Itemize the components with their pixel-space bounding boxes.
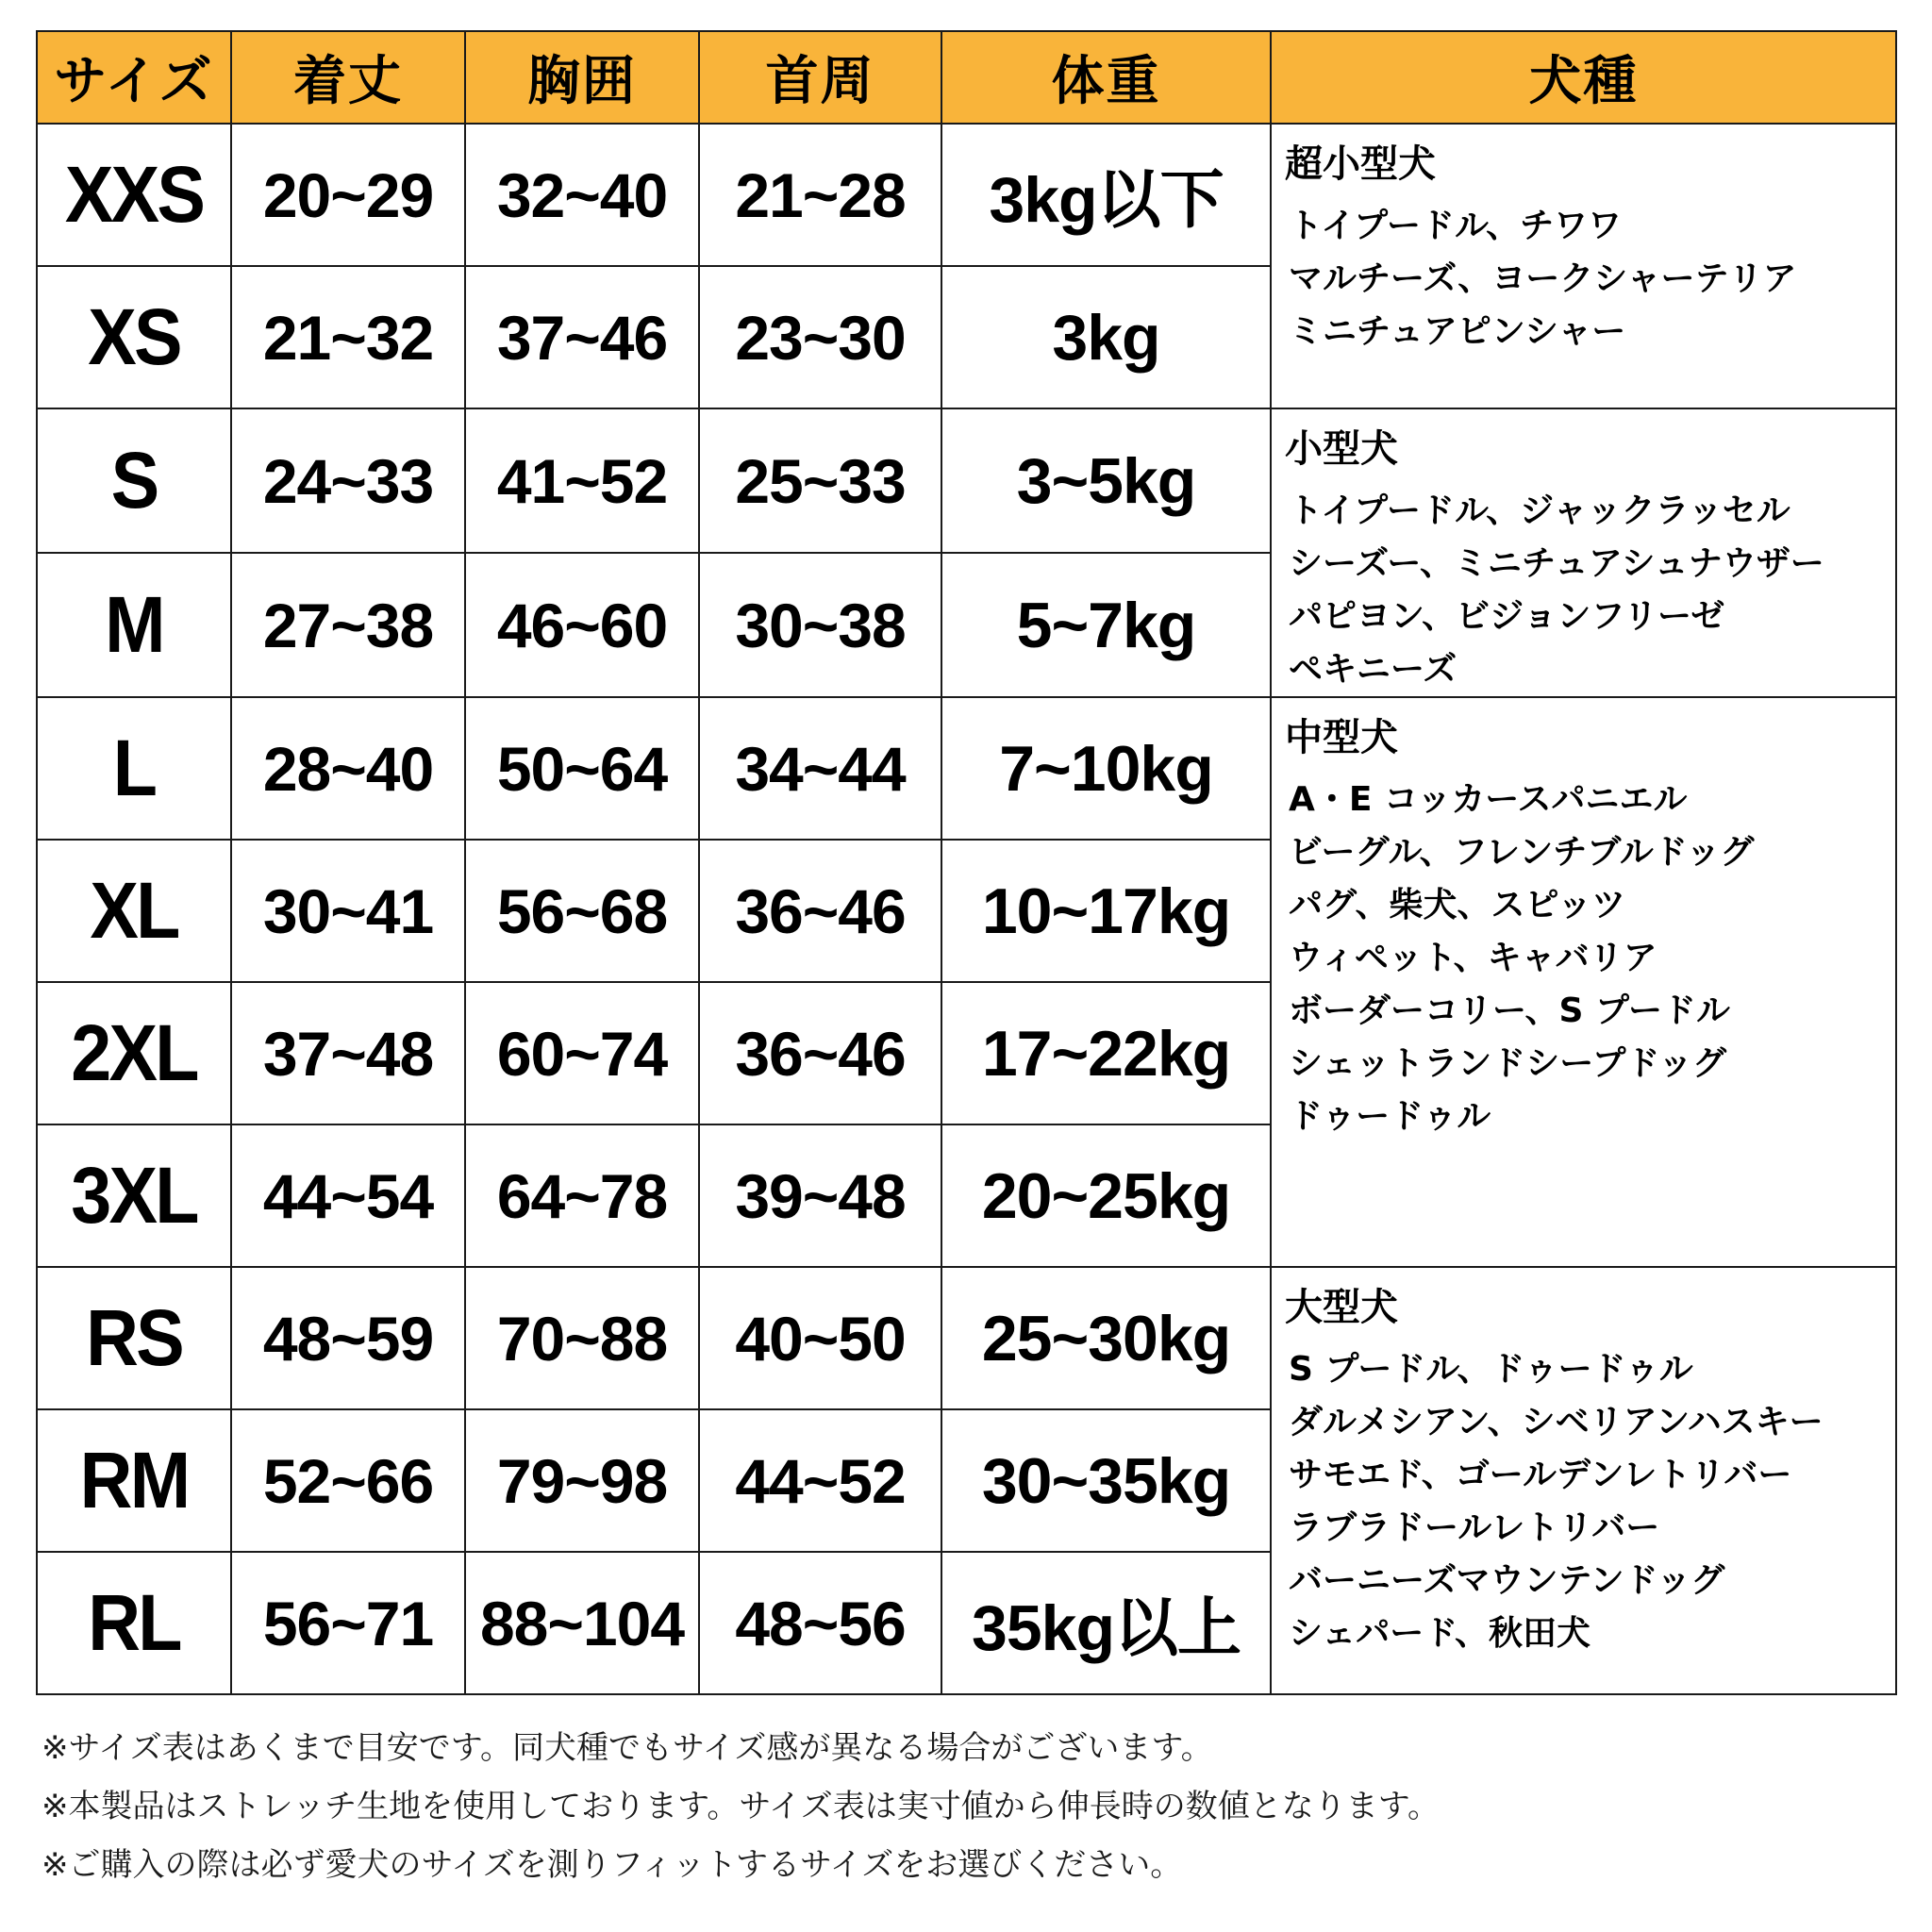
size-cell: 3XL: [44, 1124, 224, 1267]
table-row: [37, 408, 1896, 553]
breed-group-cell: [1271, 124, 1896, 408]
breed-line: ウィペット、キャバリア: [1289, 939, 1657, 977]
header-row: [37, 31, 1896, 124]
breed-line: バーニーズマウンテンドッグ: [1289, 1561, 1725, 1600]
breed-category: 小型犬: [1285, 427, 1398, 471]
chest-cell: 64~78: [465, 1124, 699, 1267]
weight-cell: 10~17kg: [941, 840, 1271, 982]
breed-group-cell: [1271, 408, 1896, 697]
breed-line: ボーダーコリー、S プードル: [1289, 991, 1730, 1030]
breed-line: トイプードル、ジャックラッセル: [1289, 491, 1790, 530]
neck-cell: 25~33: [699, 408, 941, 553]
breed-line: ペキニーズ: [1289, 650, 1457, 689]
weight-cell: 25~30kg: [941, 1267, 1271, 1409]
size-cell: L: [44, 697, 224, 840]
chest-cell: 50~64: [465, 697, 699, 840]
note: ※サイズ表はあくまで目安です。同犬種でもサイズ感が異なる場合がございます。: [42, 1729, 1213, 1767]
weight-cell: 17~22kg: [941, 982, 1271, 1124]
length-cell: 24~33: [231, 408, 465, 553]
neck-cell: 36~46: [699, 982, 941, 1124]
chest-cell: 79~98: [465, 1409, 699, 1552]
neck-cell: 30~38: [699, 553, 941, 697]
size-cell: 2XL: [44, 982, 224, 1124]
breed-line: ビーグル、フレンチブルドッグ: [1289, 833, 1755, 872]
size-cell: S: [44, 408, 224, 553]
breed-line: ドゥードゥル: [1289, 1097, 1491, 1136]
breed-line: ラブラドールレトリバー: [1289, 1508, 1660, 1547]
weight-cell: 20~25kg: [941, 1124, 1271, 1267]
weight-cell: 3kg以下: [941, 124, 1271, 266]
size-cell: RS: [44, 1267, 224, 1409]
breed-line: サモエド、ゴールデンレトリバー: [1289, 1456, 1792, 1494]
length-cell: 27~38: [231, 553, 465, 697]
breed-line: A・E コッカースパニエル: [1289, 780, 1688, 819]
weight-cell: 30~35kg: [941, 1409, 1271, 1552]
breed-group-cell: [1271, 1267, 1896, 1694]
notes: [42, 1719, 1890, 1894]
chest-cell: 56~68: [465, 840, 699, 982]
size-cell: XL: [44, 840, 224, 982]
chest-cell: 37~46: [465, 266, 699, 408]
breed-line: パグ、柴犬、スピッツ: [1289, 886, 1626, 924]
breed-line: シーズー、ミニチュアシュナウザー: [1289, 544, 1824, 583]
length-cell: 44~54: [231, 1124, 465, 1267]
breed-line: ダルメシアン、シベリアンハスキー: [1289, 1403, 1824, 1441]
weight-cell: 3~5kg: [941, 408, 1271, 553]
breed-category: 中型犬: [1285, 716, 1398, 759]
chest-cell: 88~104: [465, 1552, 699, 1694]
length-cell: 20~29: [231, 124, 465, 266]
length-cell: 37~48: [231, 982, 465, 1124]
length-cell: 48~59: [231, 1267, 465, 1409]
breed-line: シェパード、秋田犬: [1289, 1614, 1591, 1653]
weight-cell: 7~10kg: [941, 697, 1271, 840]
chest-cell: 32~40: [465, 124, 699, 266]
size-table: [36, 30, 1897, 1695]
header-chest: 胸囲: [465, 31, 699, 124]
table-row: [37, 124, 1896, 266]
breed-group-cell: [1271, 697, 1896, 1267]
breed-line: トイプードル、チワワ: [1289, 207, 1623, 245]
neck-cell: 44~52: [699, 1409, 941, 1552]
chest-cell: 60~74: [465, 982, 699, 1124]
breed-line: シェットランドシープドッグ: [1289, 1044, 1727, 1083]
size-cell: XXS: [44, 124, 224, 266]
length-cell: 30~41: [231, 840, 465, 982]
table-row: [37, 1267, 1896, 1409]
length-cell: 28~40: [231, 697, 465, 840]
neck-cell: 39~48: [699, 1124, 941, 1267]
weight-cell: 35kg以上: [941, 1552, 1271, 1694]
length-cell: 21~32: [231, 266, 465, 408]
breed-line: S プードル、ドゥードゥル: [1289, 1350, 1693, 1389]
header-neck: 首周: [699, 31, 941, 124]
size-cell: RM: [44, 1409, 224, 1552]
header-length: 着丈: [231, 31, 465, 124]
neck-cell: 23~30: [699, 266, 941, 408]
neck-cell: 48~56: [699, 1552, 941, 1694]
note: ※本製品はストレッチ生地を使用しております。サイズ表は実寸値から伸長時の数値となります。: [42, 1788, 1440, 1825]
breed-line: マルチーズ、ヨークシャーテリア: [1289, 259, 1797, 298]
note: ※ご購入の際は必ず愛犬のサイズを測りフィットするサイズをお選びください。: [42, 1846, 1183, 1884]
neck-cell: 21~28: [699, 124, 941, 266]
breed-line: パピヨン、ビジョンフリーゼ: [1289, 597, 1725, 636]
size-cell: RL: [44, 1552, 224, 1694]
breed-category: 超小型犬: [1285, 142, 1436, 186]
header-weight: 体重: [941, 31, 1271, 124]
size-cell: XS: [44, 266, 224, 408]
length-cell: 56~71: [231, 1552, 465, 1694]
size-chart: [36, 30, 1895, 1707]
neck-cell: 34~44: [699, 697, 941, 840]
chest-cell: 46~60: [465, 553, 699, 697]
header-size: サイズ: [37, 31, 231, 124]
weight-cell: 5~7kg: [941, 553, 1271, 697]
chest-cell: 41~52: [465, 408, 699, 553]
size-cell: M: [44, 553, 224, 697]
weight-cell: 3kg: [941, 266, 1271, 408]
header-breed: 犬種: [1271, 31, 1896, 124]
table-row: [37, 697, 1896, 840]
length-cell: 52~66: [231, 1409, 465, 1552]
neck-cell: 36~46: [699, 840, 941, 982]
neck-cell: 40~50: [699, 1267, 941, 1409]
breed-category: 大型犬: [1285, 1286, 1398, 1329]
chest-cell: 70~88: [465, 1267, 699, 1409]
breed-line: ミニチュアピンシャー: [1289, 312, 1626, 351]
